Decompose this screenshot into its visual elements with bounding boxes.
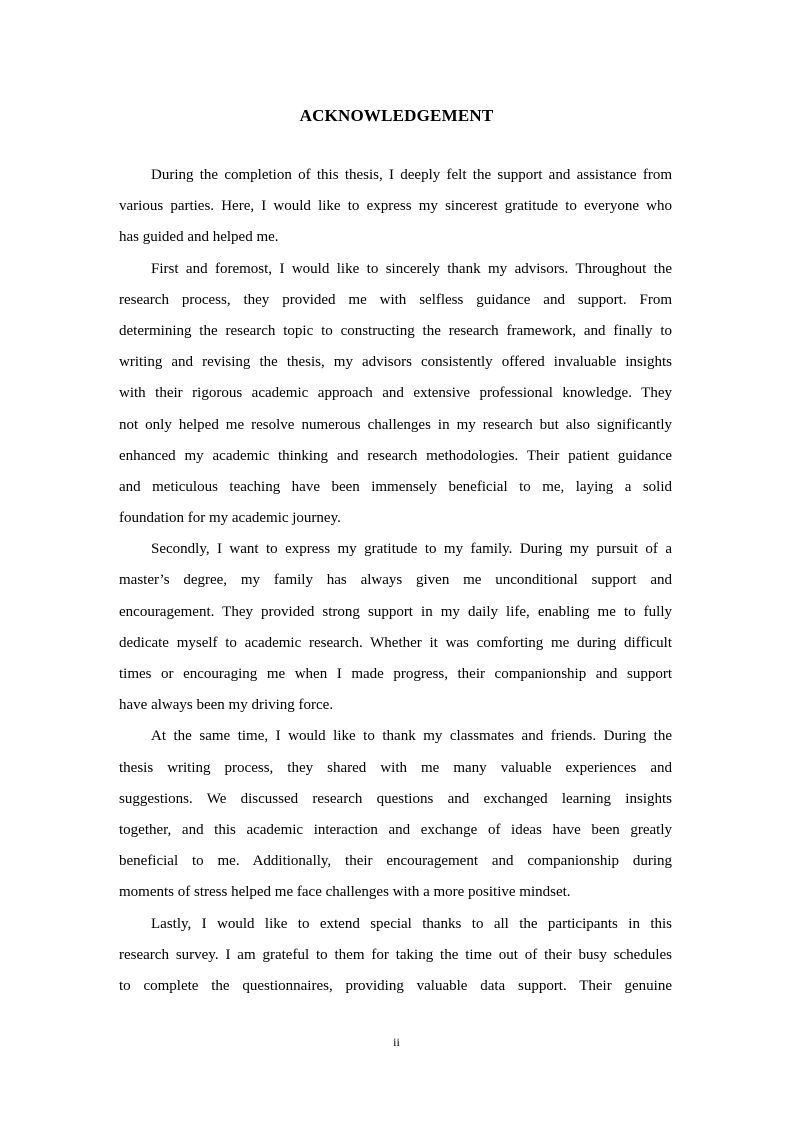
text-line: During the completion of this thesis, I deeply felt the support and assistance from xyxy=(151,167,672,183)
text-line: beneficial to me. Additionally, their encouragement and companionship during xyxy=(119,853,672,870)
text-line: to complete the questionnaires, providing valuable data support. Their genuine xyxy=(119,977,672,994)
paragraph xyxy=(119,254,672,535)
text-line: dedicate myself to academic research. Whether it was comforting me during difficult xyxy=(119,634,672,651)
text-line: research survey. I am grateful to them for taking the time out of their busy schedules xyxy=(119,946,672,963)
text-line: and meticulous teaching have been immensely beneficial to me, laying a solid xyxy=(119,478,672,495)
page-number: ii xyxy=(393,1035,400,1049)
text-line: determining the research topic to constructing the research framework, and finally to xyxy=(119,322,672,339)
paragraph xyxy=(119,534,672,721)
text-line: suggestions. We discussed research questions and exchanged learning insights xyxy=(119,790,672,807)
text-line: thesis writing process, they shared with me many valuable experiences and xyxy=(119,759,672,776)
text-line: has guided and helped me. xyxy=(119,229,279,246)
text-line: writing and revising the thesis, my advisors consistently offered invaluable insights xyxy=(119,354,672,371)
text-line: have always been my driving force. xyxy=(119,697,334,714)
text-line: various parties. Here, I would like to express my sincerest gratitude to everyone who xyxy=(119,198,672,215)
text-line: First and foremost, I would like to sincerely thank my advisors. Throughout the xyxy=(151,260,672,277)
text-line: together, and this academic interaction and exchange of ideas have been greatly xyxy=(119,821,672,838)
text-line: Secondly, I want to express my gratitude to my family. During my pursuit of a xyxy=(151,541,672,558)
text-line: encouragement. They provided strong support in my daily life, enabling me to fully xyxy=(119,603,672,620)
paragraph xyxy=(119,721,672,908)
text-line: master’s degree, my family has always given me unconditional support and xyxy=(119,572,672,589)
text-line: Lastly, I would like to extend special thanks to all the participants in this xyxy=(151,915,672,932)
text-line: foundation for my academic journey. xyxy=(119,510,341,527)
text-line: with their rigorous academic approach and extensive professional knowledge. They xyxy=(119,385,672,402)
paragraph xyxy=(119,909,672,1003)
text-line: At the same time, I would like to thank my classmates and friends. During the xyxy=(151,728,672,745)
text-line: times or encouraging me when I made progress, their companionship and support xyxy=(119,666,672,682)
body-text xyxy=(119,160,672,1002)
text-line: research process, they provided me with selfless guidance and support. From xyxy=(119,291,672,308)
page-title: ACKNOWLEDGEMENT xyxy=(299,106,494,125)
text-line: not only helped me resolve numerous challenges in my research but also significantly xyxy=(119,416,672,433)
text-line: moments of stress helped me face challenges with a more positive mindset. xyxy=(119,884,571,901)
paragraph xyxy=(119,160,672,254)
text-line: enhanced my academic thinking and research methodologies. Their patient guidance xyxy=(119,447,672,464)
